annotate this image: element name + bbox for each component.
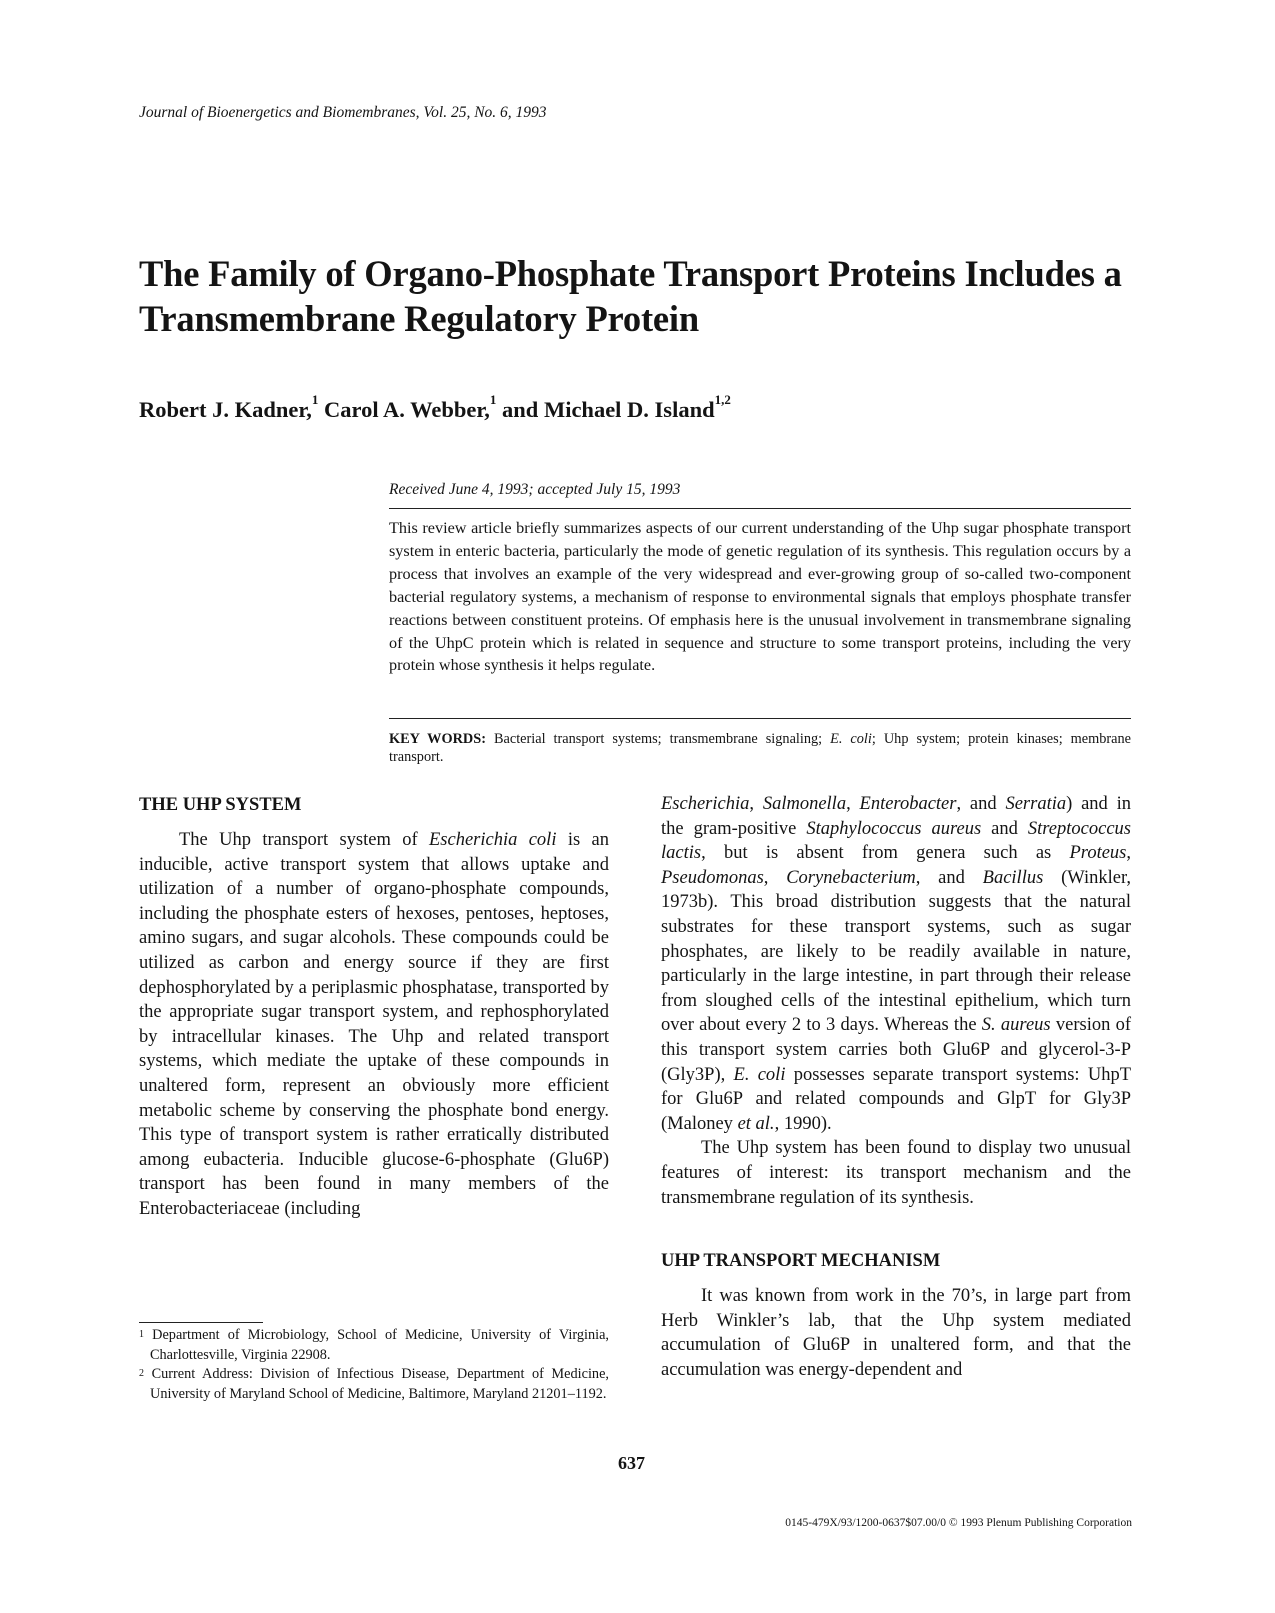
text-run: E. coli [733, 1064, 786, 1085]
text-run: Proteus [1069, 843, 1127, 864]
text-run: Pseudomonas [661, 867, 764, 888]
keywords-text: Bacterial transport systems; transmembrane signaling; [493, 731, 823, 747]
text-run: , [763, 867, 787, 888]
text-run: version of this transport system carries both Glu6P and glycerol-3-P (Gly3P), [661, 1015, 1131, 1085]
author-name: Carol A. Webber, [324, 397, 490, 422]
footnote-mark: 1 [139, 1329, 144, 1340]
text-run: Bacillus [982, 867, 1044, 888]
text-run: , [749, 794, 763, 814]
article-title: The Family of Organo-Phosphate Transport Proteins Includes a Transmembrane Regulatory Protein [139, 253, 1122, 339]
copyright-line: 0145-479X/93/1200-0637$07.00/0 © 1993 Plenum Publishing Corporation [785, 1517, 1132, 1529]
author-name: Michael D. Island [543, 397, 715, 422]
text-run: , and [915, 867, 983, 888]
text-run: S. aureus [981, 1015, 1051, 1036]
footnote [139, 1365, 609, 1404]
journal-citation: Journal of Bioenergetics and Biomembranes, Vol. 25, No. 6, 1993 [139, 104, 547, 121]
text-run: , [1126, 843, 1131, 864]
text-run: , but is absent from genera such as [701, 843, 1070, 864]
footnotes [139, 1326, 609, 1404]
section-heading: THE UHP SYSTEM [139, 795, 302, 815]
abstract-bottom-rule [389, 718, 1131, 719]
text-run: and [981, 818, 1028, 839]
keywords-text: ; Uhp system; protein kinases; membrane transport. [389, 731, 1132, 765]
abstract-top-rule [389, 508, 1131, 509]
text-run: (Winkler, 1973b). This broad distribution suggests that the natural substrates for these transport systems, such as sugar phosphates, are likely to be readily available in nature, particularly in the large intestine, in part through their release from sloughed cells of the intestinal epithelium, which turn over about every 2 to 3 days. Whereas the [661, 867, 1132, 1036]
text-run: Escherichia coli [429, 830, 557, 850]
author-connector: and [502, 397, 539, 422]
author-affiliation-mark: 1 [489, 392, 497, 407]
abstract: This review article briefly summarizes aspects of our current understanding of the Uhp sugar phosphate transport system in enteric bacteria, particularly the mode of genetic regulation of its synthesis. This regulation occurs by a process that involves an example of the very widespread and ever-growing group of so-called two-component bacterial regulatory systems, a mechanism of response to environmental signals that employs phosphate transfer reactions between constituent proteins. Of emphasis here is the unusual involvement in transmembrane signaling of the UhpC protein which is related in sequence and structure to some transport proteins, including the very protein whose synthesis it helps regulate. [389, 519, 1131, 675]
text-run: , 1990). [774, 1113, 832, 1134]
keywords-italic: E. coli [830, 731, 872, 747]
author-affiliation-mark: 1 [311, 392, 319, 407]
footnote-rule [139, 1322, 263, 1323]
text-run: The Uhp transport system of [179, 830, 429, 850]
text-run: Salmonella [762, 794, 847, 814]
text-run: Escherichia [661, 794, 750, 814]
body-paragraph [661, 792, 1131, 1136]
left-column [139, 792, 609, 1222]
author-list [139, 392, 731, 423]
text-run: , [846, 794, 860, 814]
author-name: Robert J. Kadner, [139, 397, 312, 422]
keywords-label: KEY WORDS: [389, 731, 486, 747]
body-paragraph: It was known from work in the 70’s, in large part from Herb Winkler’s lab, that the Uhp system mediated accumulation of Glu6P in unaltered form, and that the accumulation was energy-dependent and [661, 1286, 1131, 1380]
text-run: Serratia [1005, 794, 1067, 814]
text-run: et al. [737, 1113, 775, 1134]
text-run: Staphylococcus aureus [806, 818, 982, 839]
body-paragraph [139, 828, 609, 1222]
section-heading: UHP TRANSPORT MECHANISM [661, 1251, 941, 1272]
page-number: 637 [618, 1453, 645, 1473]
body-paragraph: The Uhp system has been found to display two unusual features of interest: its transport mechanism and the transmembrane regulation of its synthesis. [661, 1138, 1131, 1208]
author-affiliation-mark: 1,2 [714, 392, 731, 407]
text-run: , and [956, 794, 1006, 814]
footnote-text: Department of Microbiology, School of Medicine, University of Virginia, Charlottesville, Virginia 22908. [150, 1327, 610, 1363]
text-run: ) and in the gram-positive [661, 794, 1132, 839]
text-run: is an inducible, active transport system that allows uptake and utilization of a number of organo-phosphate compounds, including the phosphate esters of hexoses, pentoses, heptoses, amino sugars, and sugar alcohols. These compounds could be utilized as carbon and energy source if they are first dephosphorylated by a periplasmic phosphatase, transported by the appropriate sugar transport system, and rephosphorylated by intracellular kinases. The Uhp and related transport systems, which mediate the uptake of these compounds in unaltered form, represent an obviously more efficient metabolic scheme by conserving the phosphate bond energy. This type of transport system is rather erratically distributed among eubacteria. Inducible glucose-6-phosphate (Glu6P) transport has been found in many members of the Enterobacteriaceae (including [139, 830, 609, 1219]
text-run: Enterobacter [859, 794, 957, 814]
right-column [661, 792, 1131, 1382]
text-run: Corynebacterium [786, 867, 916, 888]
keywords [389, 730, 1131, 766]
received-dates: Received June 4, 1993; accepted July 15, 1993 [389, 481, 681, 498]
footnote [139, 1326, 609, 1365]
footnote-mark: 2 [139, 1368, 144, 1379]
text-run: Streptococcus lactis [661, 818, 1131, 864]
footnote-text: Current Address: Division of Infectious Disease, Department of Medicine, University of Maryland School of Medicine, Baltimore, Maryland 21201–1192. [150, 1366, 609, 1402]
text-run: possesses separate transport systems: UhpT for Glu6P and related compounds and GlpT for Gly3P (Maloney [661, 1064, 1131, 1134]
